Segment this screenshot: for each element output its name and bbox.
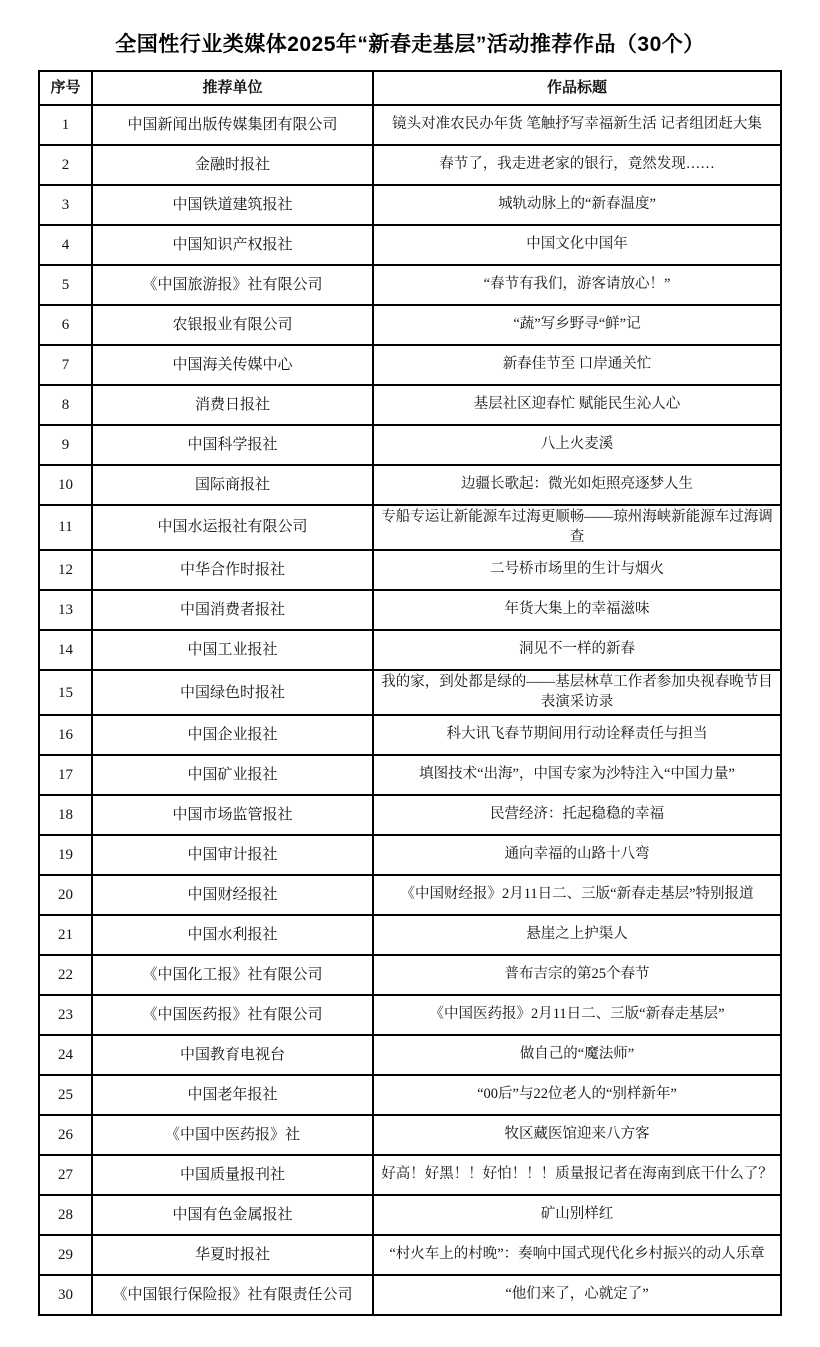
row-work-title: 中国文化中国年 (373, 225, 781, 265)
row-work-title: 八上火麦溪 (373, 425, 781, 465)
row-work-title: “蔬”写乡野寻“鲜”记 (373, 305, 781, 345)
row-serial-number: 18 (39, 795, 92, 835)
table-row (39, 670, 781, 715)
row-serial-number: 19 (39, 835, 92, 875)
table-row (39, 795, 781, 835)
row-recommending-unit: 中国老年报社 (92, 1075, 373, 1115)
table-row (39, 345, 781, 385)
row-work-title: 二号桥市场里的生计与烟火 (373, 550, 781, 590)
table-row (39, 1235, 781, 1275)
row-work-title: 边疆长歌起：微光如炬照亮逐梦人生 (373, 465, 781, 505)
table-row (39, 305, 781, 345)
row-recommending-unit: 《中国旅游报》社有限公司 (92, 265, 373, 305)
row-recommending-unit: 《中国中医药报》社 (92, 1115, 373, 1155)
table-row (39, 955, 781, 995)
row-work-title: “村火车上的村晚”：奏响中国式现代化乡村振兴的动人乐章 (373, 1235, 781, 1275)
row-serial-number: 17 (39, 755, 92, 795)
table-row (39, 715, 781, 755)
row-serial-number: 29 (39, 1235, 92, 1275)
table-row (39, 505, 781, 550)
row-work-title: 填图技术“出海”，中国专家为沙特注入“中国力量” (373, 755, 781, 795)
header-recommending-unit: 推荐单位 (92, 71, 373, 105)
row-work-title: “00后”与22位老人的“别样新年” (373, 1075, 781, 1115)
row-serial-number: 30 (39, 1275, 92, 1315)
row-serial-number: 14 (39, 630, 92, 670)
row-work-title: 年货大集上的幸福滋味 (373, 590, 781, 630)
table-row (39, 145, 781, 185)
table-row (39, 1195, 781, 1235)
row-work-title: 洞见不一样的新春 (373, 630, 781, 670)
row-recommending-unit: 中国知识产权报社 (92, 225, 373, 265)
row-recommending-unit: 农银报业有限公司 (92, 305, 373, 345)
row-serial-number: 15 (39, 670, 92, 715)
table-row (39, 630, 781, 670)
row-work-title: 《中国财经报》2月11日二、三版“新春走基层”特别报道 (373, 875, 781, 915)
row-recommending-unit: 中国水运报社有限公司 (92, 505, 373, 550)
table-row (39, 225, 781, 265)
row-work-title: “他们来了，心就定了” (373, 1275, 781, 1315)
table-row (39, 915, 781, 955)
row-work-title: 牧区藏医馆迎来八方客 (373, 1115, 781, 1155)
table-row (39, 995, 781, 1035)
row-serial-number: 10 (39, 465, 92, 505)
row-serial-number: 22 (39, 955, 92, 995)
row-work-title: 做自己的“魔法师” (373, 1035, 781, 1075)
row-serial-number: 16 (39, 715, 92, 755)
header-work-title: 作品标题 (373, 71, 781, 105)
row-work-title: 矿山别样红 (373, 1195, 781, 1235)
row-recommending-unit: 中国市场监管报社 (92, 795, 373, 835)
row-serial-number: 5 (39, 265, 92, 305)
row-recommending-unit: 中国工业报社 (92, 630, 373, 670)
row-serial-number: 23 (39, 995, 92, 1035)
row-work-title: 《中国医药报》2月11日二、三版“新春走基层” (373, 995, 781, 1035)
row-serial-number: 4 (39, 225, 92, 265)
table-row (39, 755, 781, 795)
row-serial-number: 2 (39, 145, 92, 185)
row-recommending-unit: 中国消费者报社 (92, 590, 373, 630)
table-row (39, 1155, 781, 1195)
table-row (39, 385, 781, 425)
row-work-title: 民营经济：托起稳稳的幸福 (373, 795, 781, 835)
row-recommending-unit: 中国水利报社 (92, 915, 373, 955)
row-work-title: 科大讯飞春节期间用行动诠释责任与担当 (373, 715, 781, 755)
table-body (39, 105, 781, 1315)
row-recommending-unit: 《中国银行保险报》社有限责任公司 (92, 1275, 373, 1315)
row-serial-number: 25 (39, 1075, 92, 1115)
table-row (39, 105, 781, 145)
row-serial-number: 8 (39, 385, 92, 425)
row-recommending-unit: 中华合作时报社 (92, 550, 373, 590)
row-recommending-unit: 中国审计报社 (92, 835, 373, 875)
row-serial-number: 1 (39, 105, 92, 145)
row-work-title: 好高！好黑！！好怕！！！质量报记者在海南到底干什么了？ (373, 1155, 781, 1195)
row-work-title: 城轨动脉上的“新春温度” (373, 185, 781, 225)
row-serial-number: 27 (39, 1155, 92, 1195)
table-row (39, 1275, 781, 1315)
row-serial-number: 7 (39, 345, 92, 385)
row-recommending-unit: 金融时报社 (92, 145, 373, 185)
row-work-title: 基层社区迎春忙 赋能民生沁人心 (373, 385, 781, 425)
row-recommending-unit: 中国新闻出版传媒集团有限公司 (92, 105, 373, 145)
row-recommending-unit: 《中国医药报》社有限公司 (92, 995, 373, 1035)
table-row (39, 265, 781, 305)
row-work-title: 我的家，到处都是绿的——基层林草工作者参加央视春晚节目表演采访录 (373, 670, 781, 715)
table-row (39, 550, 781, 590)
row-recommending-unit: 中国铁道建筑报社 (92, 185, 373, 225)
row-recommending-unit: 中国财经报社 (92, 875, 373, 915)
row-serial-number: 26 (39, 1115, 92, 1155)
row-serial-number: 13 (39, 590, 92, 630)
row-serial-number: 6 (39, 305, 92, 345)
row-work-title: 春节了，我走进老家的银行，竟然发现…… (373, 145, 781, 185)
row-recommending-unit: 中国绿色时报社 (92, 670, 373, 715)
row-recommending-unit: 中国质量报刊社 (92, 1155, 373, 1195)
row-work-title: 悬崖之上护渠人 (373, 915, 781, 955)
row-serial-number: 24 (39, 1035, 92, 1075)
row-serial-number: 9 (39, 425, 92, 465)
row-recommending-unit: 华夏时报社 (92, 1235, 373, 1275)
row-recommending-unit: 中国有色金属报社 (92, 1195, 373, 1235)
row-work-title: 专船专运让新能源车过海更顺畅——琼州海峡新能源车过海调查 (373, 505, 781, 550)
row-serial-number: 3 (39, 185, 92, 225)
row-recommending-unit: 中国矿业报社 (92, 755, 373, 795)
row-recommending-unit: 消费日报社 (92, 385, 373, 425)
row-serial-number: 11 (39, 505, 92, 550)
table-row (39, 1035, 781, 1075)
table-header (39, 71, 781, 105)
table-row (39, 185, 781, 225)
row-serial-number: 20 (39, 875, 92, 915)
row-recommending-unit: 中国海关传媒中心 (92, 345, 373, 385)
row-recommending-unit: 国际商报社 (92, 465, 373, 505)
row-recommending-unit: 《中国化工报》社有限公司 (92, 955, 373, 995)
row-serial-number: 28 (39, 1195, 92, 1235)
row-serial-number: 12 (39, 550, 92, 590)
page-title: 全国性行业类媒体2025年“新春走基层”活动推荐作品（30个） (115, 33, 705, 56)
table-row (39, 590, 781, 630)
table-row (39, 425, 781, 465)
row-work-title: 通向幸福的山路十八弯 (373, 835, 781, 875)
table-row (39, 835, 781, 875)
row-recommending-unit: 中国企业报社 (92, 715, 373, 755)
row-recommending-unit: 中国科学报社 (92, 425, 373, 465)
row-recommending-unit: 中国教育电视台 (92, 1035, 373, 1075)
recommended-works-table (38, 70, 782, 1316)
row-serial-number: 21 (39, 915, 92, 955)
table-row (39, 875, 781, 915)
row-work-title: “春节有我们，游客请放心！” (373, 265, 781, 305)
row-work-title: 普布吉宗的第25个春节 (373, 955, 781, 995)
header-serial-number: 序号 (39, 71, 92, 105)
row-work-title: 镜头对准农民办年货 笔触抒写幸福新生活 记者组团赶大集 (373, 105, 781, 145)
row-work-title: 新春佳节至 口岸通关忙 (373, 345, 781, 385)
header-row (39, 71, 781, 105)
table-row (39, 1115, 781, 1155)
table-row (39, 1075, 781, 1115)
table-row (39, 465, 781, 505)
